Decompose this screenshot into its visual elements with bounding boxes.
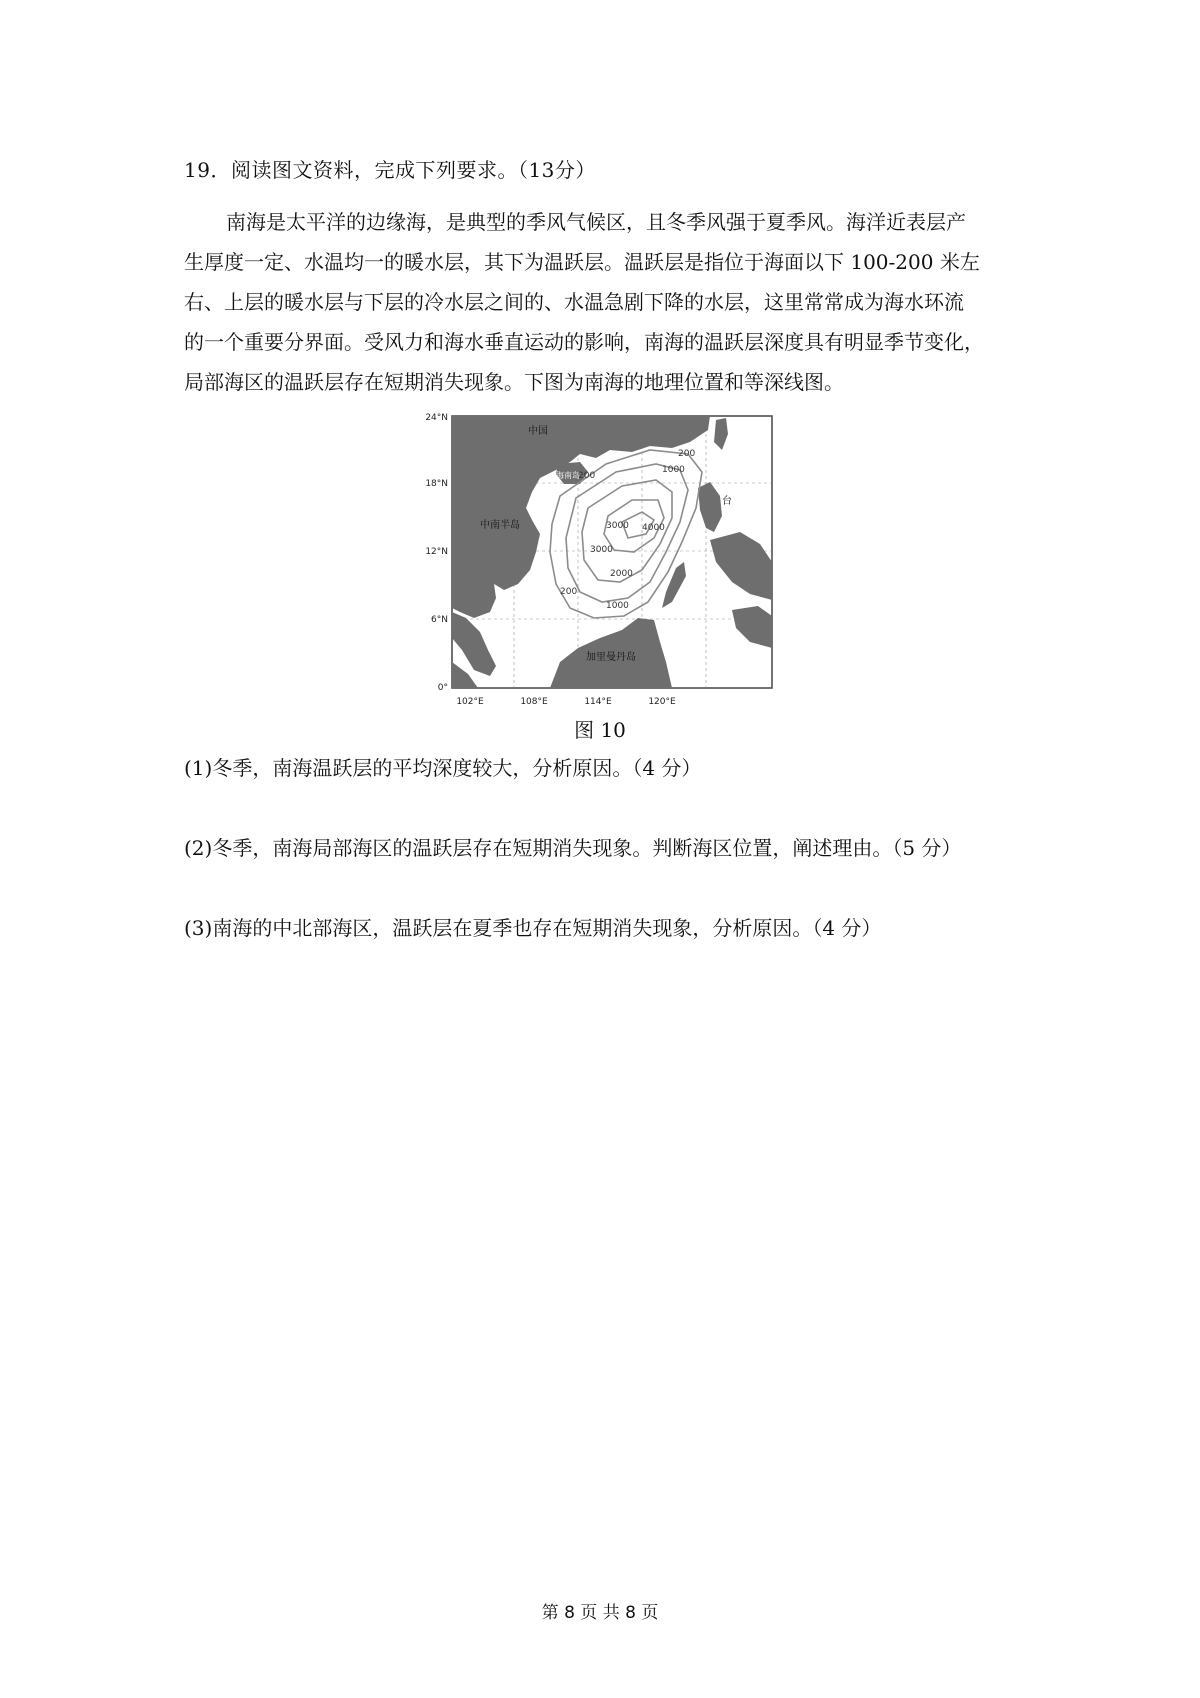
place-label-kalimantan: 加里曼丹岛 bbox=[586, 652, 636, 663]
contour-label: 2000 bbox=[610, 569, 633, 579]
question-title: 19．阅读图文资料，完成下列要求。（13分） bbox=[184, 158, 596, 182]
lat-label: 6°N bbox=[431, 615, 448, 625]
map-svg bbox=[410, 412, 790, 710]
contour-label: 200 bbox=[678, 449, 696, 459]
contour-label: 200 bbox=[560, 587, 578, 597]
figure-caption: 图 10 bbox=[574, 718, 626, 742]
page-footer: 第 8 页 共 8 页 bbox=[541, 1603, 659, 1623]
contour-label: 1000 bbox=[606, 601, 629, 611]
paragraph-line: 的一个重要分界面。受风力和海水垂直运动的影响，南海的温跃层深度具有明显季节变化， bbox=[184, 330, 984, 354]
lon-label: 102°E bbox=[456, 697, 484, 707]
paragraph-line: 右、上层的暖水层与下层的冷水层之间的、水温急剧下降的水层，这里常常成为海水环流 bbox=[184, 290, 964, 314]
lat-label: 0° bbox=[437, 683, 448, 693]
paragraph-line: 南海是太平洋的边缘海，是典型的季风气候区，且冬季风强于夏季风。海洋近表层产 bbox=[226, 210, 966, 234]
question-paragraph bbox=[184, 202, 1024, 402]
place-label-indochina: 中南半岛 bbox=[480, 520, 520, 531]
sub-question-1: (1)冬季，南海温跃层的平均深度较大，分析原因。（4 分） bbox=[184, 756, 702, 780]
south-china-sea-map bbox=[410, 412, 790, 710]
lon-label: 120°E bbox=[648, 697, 676, 707]
contour-label: 4000 bbox=[642, 523, 665, 533]
lat-label: 18°N bbox=[425, 479, 448, 489]
place-label-hainan: 海南岛 bbox=[556, 471, 580, 480]
lat-label: 24°N bbox=[425, 413, 448, 423]
sub-question-2: (2)冬季，南海局部海区的温跃层存在短期消失现象。判断海区位置，阐述理由。（5 分） bbox=[184, 836, 962, 860]
lon-label: 114°E bbox=[584, 697, 612, 707]
place-label-china: 中国 bbox=[528, 426, 548, 437]
lon-label: 108°E bbox=[520, 697, 548, 707]
lat-label: 12°N bbox=[425, 547, 448, 557]
contour-label: 200 bbox=[578, 471, 596, 481]
paragraph-line: 局部海区的温跃层存在短期消失现象。下图为南海的地理位置和等深线图。 bbox=[184, 370, 844, 394]
contour-label: 3000 bbox=[590, 545, 613, 555]
contour-label: 3000 bbox=[606, 521, 629, 531]
contour-label: 1000 bbox=[662, 465, 685, 475]
paragraph-line: 生厚度一定、水温均一的暖水层，其下为温跃层。温跃层是指位于海面以下 100-200 米左 bbox=[184, 250, 980, 274]
sub-question-3: (3)南海的中北部海区，温跃层在夏季也存在短期消失现象，分析原因。（4 分） bbox=[184, 916, 882, 940]
place-label-taiwan: 台 bbox=[722, 496, 732, 507]
